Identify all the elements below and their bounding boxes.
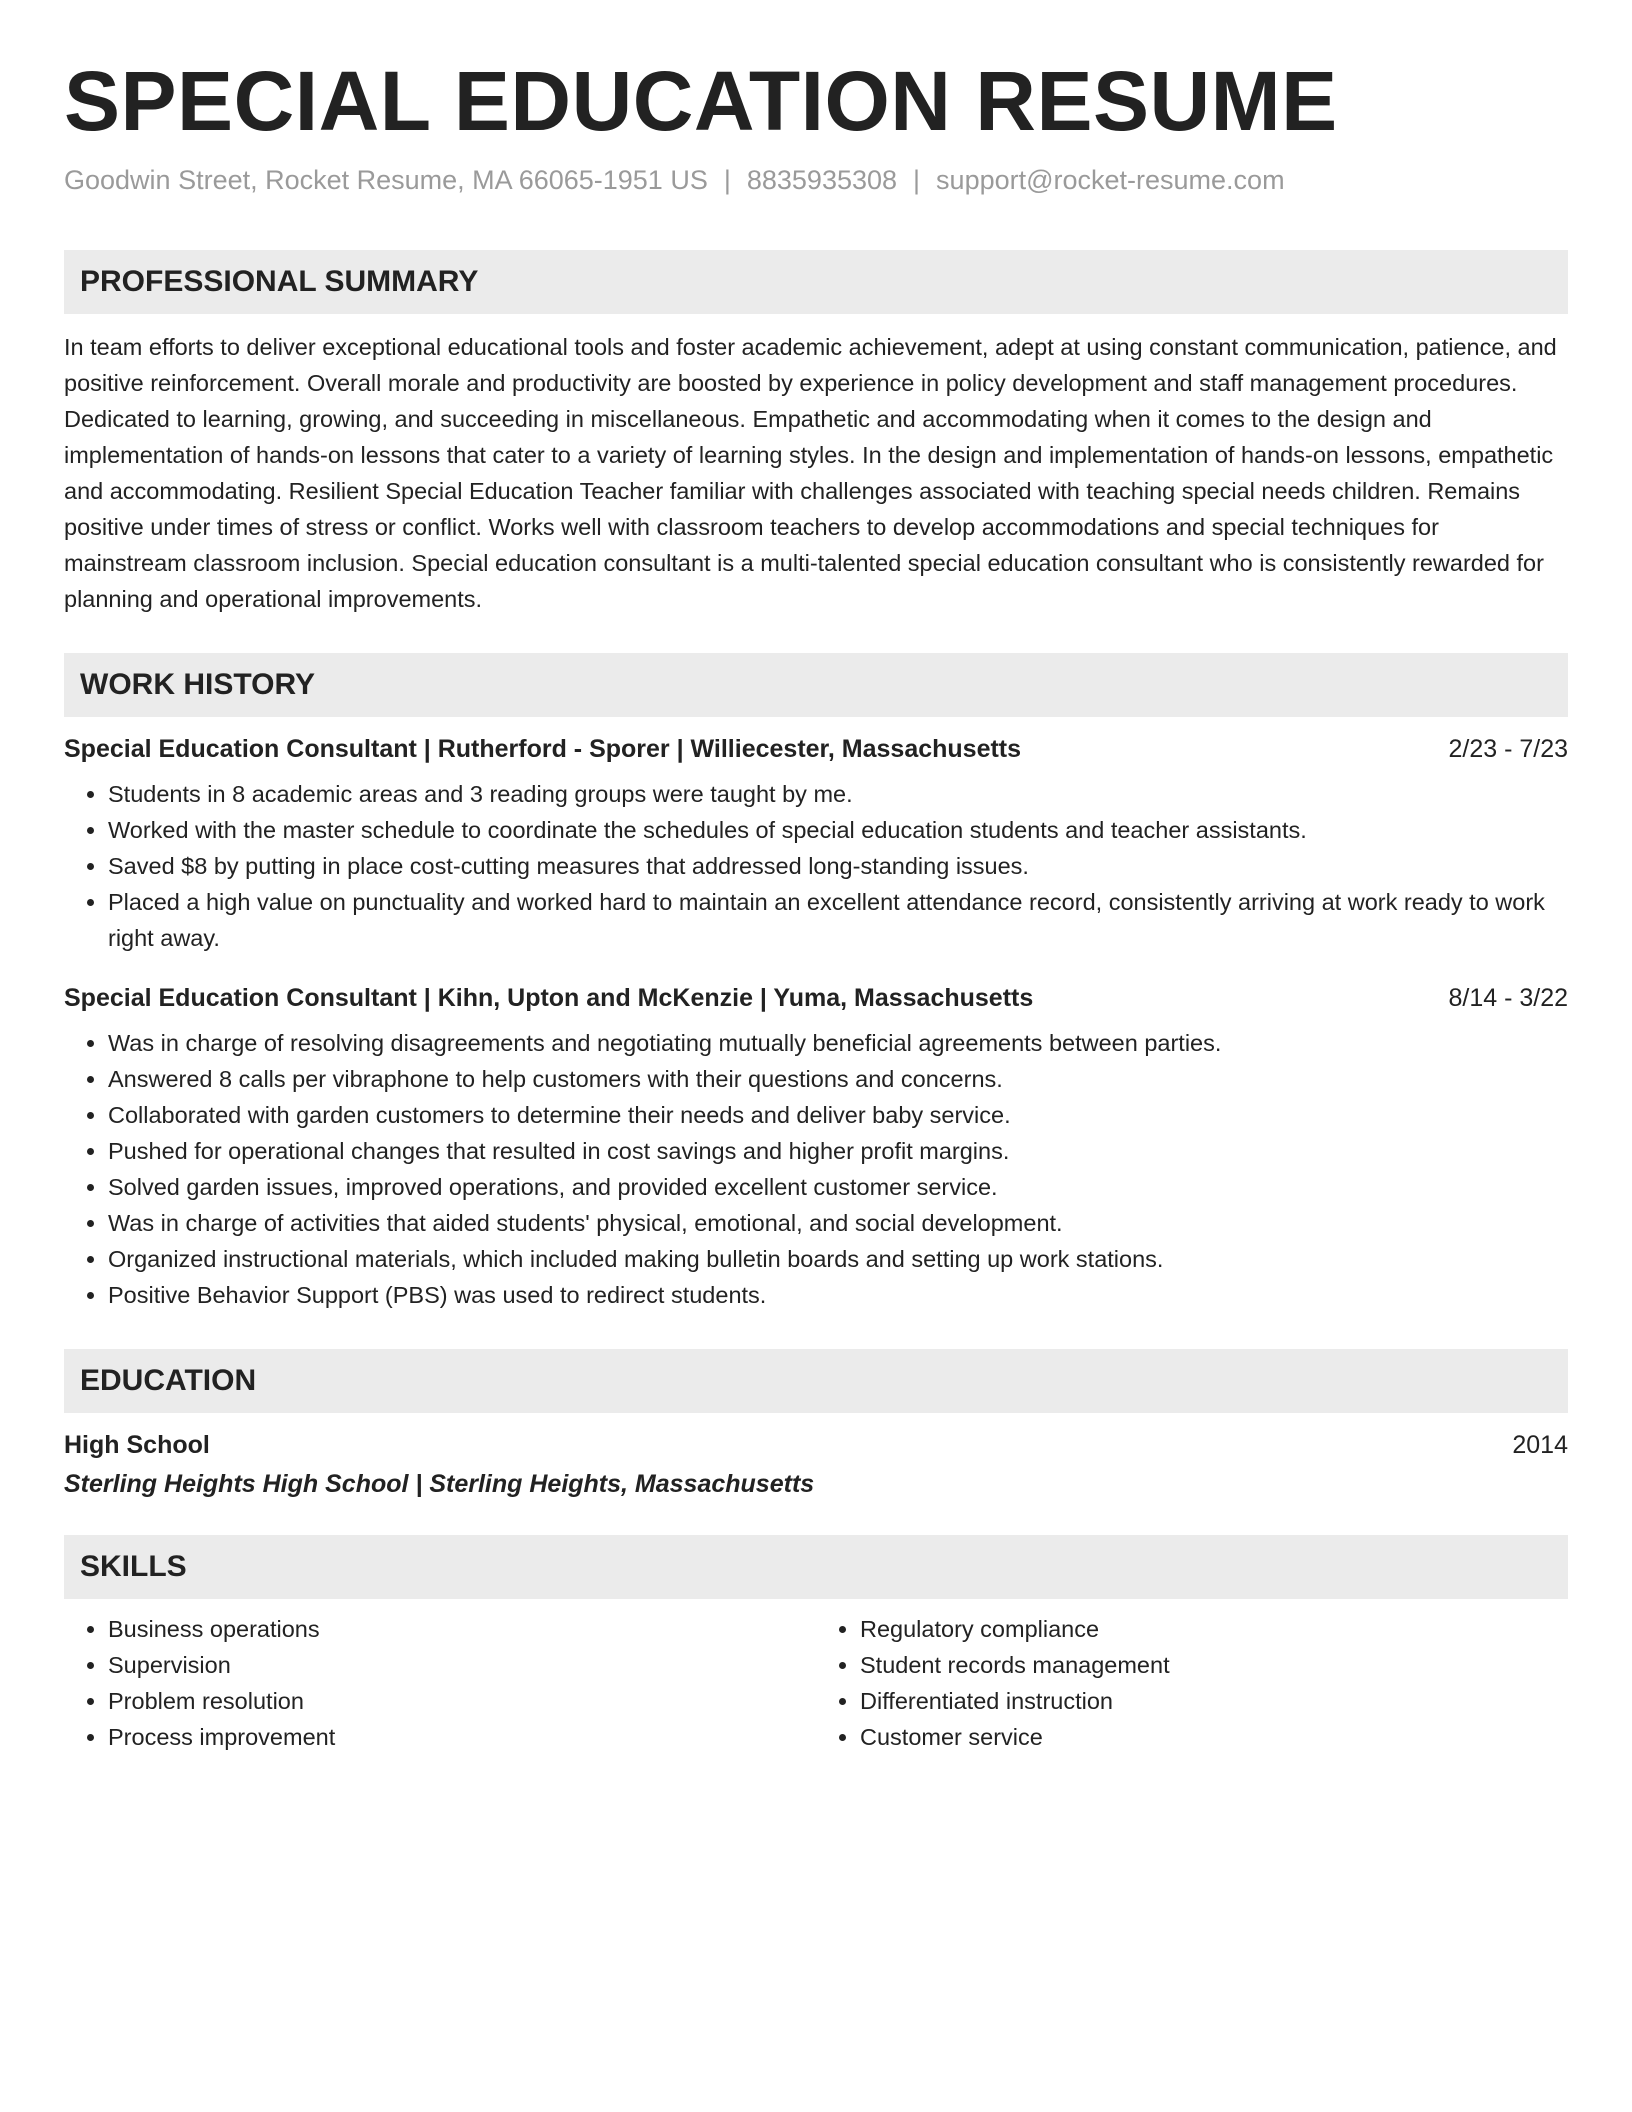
professional-summary-text: In team efforts to deliver exceptional educational tools and foster academic achievement, adept at using constant communication, patience, and positive reinforcement. Overall morale and productivity are boosted by experience in policy development and staff management procedures. Dedicated to learning, growing, and succeeding in miscellaneous. Empathetic and accommodating when it comes to the design and implementation of hands-on lessons that cater to a variety of learning styles. In the design and implementation of hands-on lessons, empathetic and accommodating. Resilient Special Education Teacher familiar with challenges associated with teaching special needs children. Remains positive under times of stress or conflict. Works well with classroom teachers to develop accommodations and special techniques for mainstream classroom inclusion. Special education consultant is a multi-talented special education consultant who is consistently rewarded for planning and operational improvements. xyxy=(64,334,1557,613)
skills-list xyxy=(64,1611,1568,1755)
job-dates: 8/14 - 3/22 xyxy=(1448,984,1568,1013)
job-bullet: • Solved garden issues, improved operations, and provided excellent customer service. xyxy=(108,1169,1568,1205)
job-dates: 2/23 - 7/23 xyxy=(1448,735,1568,764)
section-heading-skills: SKILLS xyxy=(64,1535,1568,1599)
job-entry xyxy=(64,735,1568,956)
job-bullet: • Was in charge of resolving disagreements and negotiating mutually beneficial agreements between parties. xyxy=(108,1025,1568,1061)
job-title: Special Education Consultant | Rutherford - Sporer | Williecester, Massachusetts xyxy=(64,735,1022,764)
resume-title: SPECIAL EDUCATION RESUME xyxy=(64,54,1338,148)
skill-item: • Problem resolution xyxy=(108,1683,816,1719)
skill-item: • Differentiated instruction xyxy=(860,1683,1568,1719)
job-bullet: • Saved $8 by putting in place cost-cutting measures that addressed long-standing issues. xyxy=(108,848,1568,884)
job-bullet: • Was in charge of activities that aided students' physical, emotional, and social development. xyxy=(108,1205,1568,1241)
skills-column-left xyxy=(64,1611,816,1755)
skill-item: • Process improvement xyxy=(108,1719,816,1755)
job-bullet: • Organized instructional materials, which included making bulletin boards and setting up work stations. xyxy=(108,1241,1568,1277)
contact-email: support@rocket-resume.com xyxy=(936,165,1285,196)
job-bullet: • Students in 8 academic areas and 3 reading groups were taught by me. xyxy=(108,776,1568,812)
job-bullet: • Worked with the master schedule to coordinate the schedules of special education students and teacher assistants. xyxy=(108,812,1568,848)
skill-item: • Student records management xyxy=(860,1647,1568,1683)
job-bullet: • Answered 8 calls per vibraphone to help customers with their questions and concerns. xyxy=(108,1061,1568,1097)
skills-column-right xyxy=(816,1611,1568,1755)
job-title: Special Education Consultant | Kihn, Upton and McKenzie | Yuma, Massachusetts xyxy=(64,984,1034,1013)
contact-separator: | xyxy=(913,165,921,196)
education-year: 2014 xyxy=(1512,1431,1568,1460)
contact-separator: | xyxy=(723,165,731,196)
job-bullet: • Placed a high value on punctuality and worked hard to maintain an excellent attendance record, consistently arriving at work ready to work right away. xyxy=(108,884,1568,956)
skill-item: • Regulatory compliance xyxy=(860,1611,1568,1647)
education-header xyxy=(64,1431,1568,1460)
job-bullet: • Collaborated with garden customers to determine their needs and deliver baby service. xyxy=(108,1097,1568,1133)
section-heading-education: EDUCATION xyxy=(64,1349,1568,1413)
contact-line xyxy=(64,165,1568,196)
section-heading-work-history: WORK HISTORY xyxy=(64,653,1568,717)
job-bullets xyxy=(64,1025,1568,1313)
skill-item: • Customer service xyxy=(860,1719,1568,1755)
job-bullet: • Positive Behavior Support (PBS) was used to redirect students. xyxy=(108,1277,1568,1313)
education-school: Sterling Heights High School | Sterling Heights, Massachusetts xyxy=(64,1470,815,1499)
job-bullet: • Pushed for operational changes that resulted in cost savings and higher profit margins. xyxy=(108,1133,1568,1169)
education-degree: High School xyxy=(64,1431,210,1460)
skill-item: • Business operations xyxy=(108,1611,816,1647)
contact-phone: 8835935308 xyxy=(746,165,898,196)
job-bullets xyxy=(64,776,1568,956)
job-header xyxy=(64,735,1568,764)
job-entry xyxy=(64,984,1568,1313)
section-heading-summary: PROFESSIONAL SUMMARY xyxy=(64,250,1568,314)
job-header xyxy=(64,984,1568,1013)
contact-address: Goodwin Street, Rocket Resume, MA 66065-1951 US xyxy=(64,165,708,196)
skill-item: • Supervision xyxy=(108,1647,816,1683)
